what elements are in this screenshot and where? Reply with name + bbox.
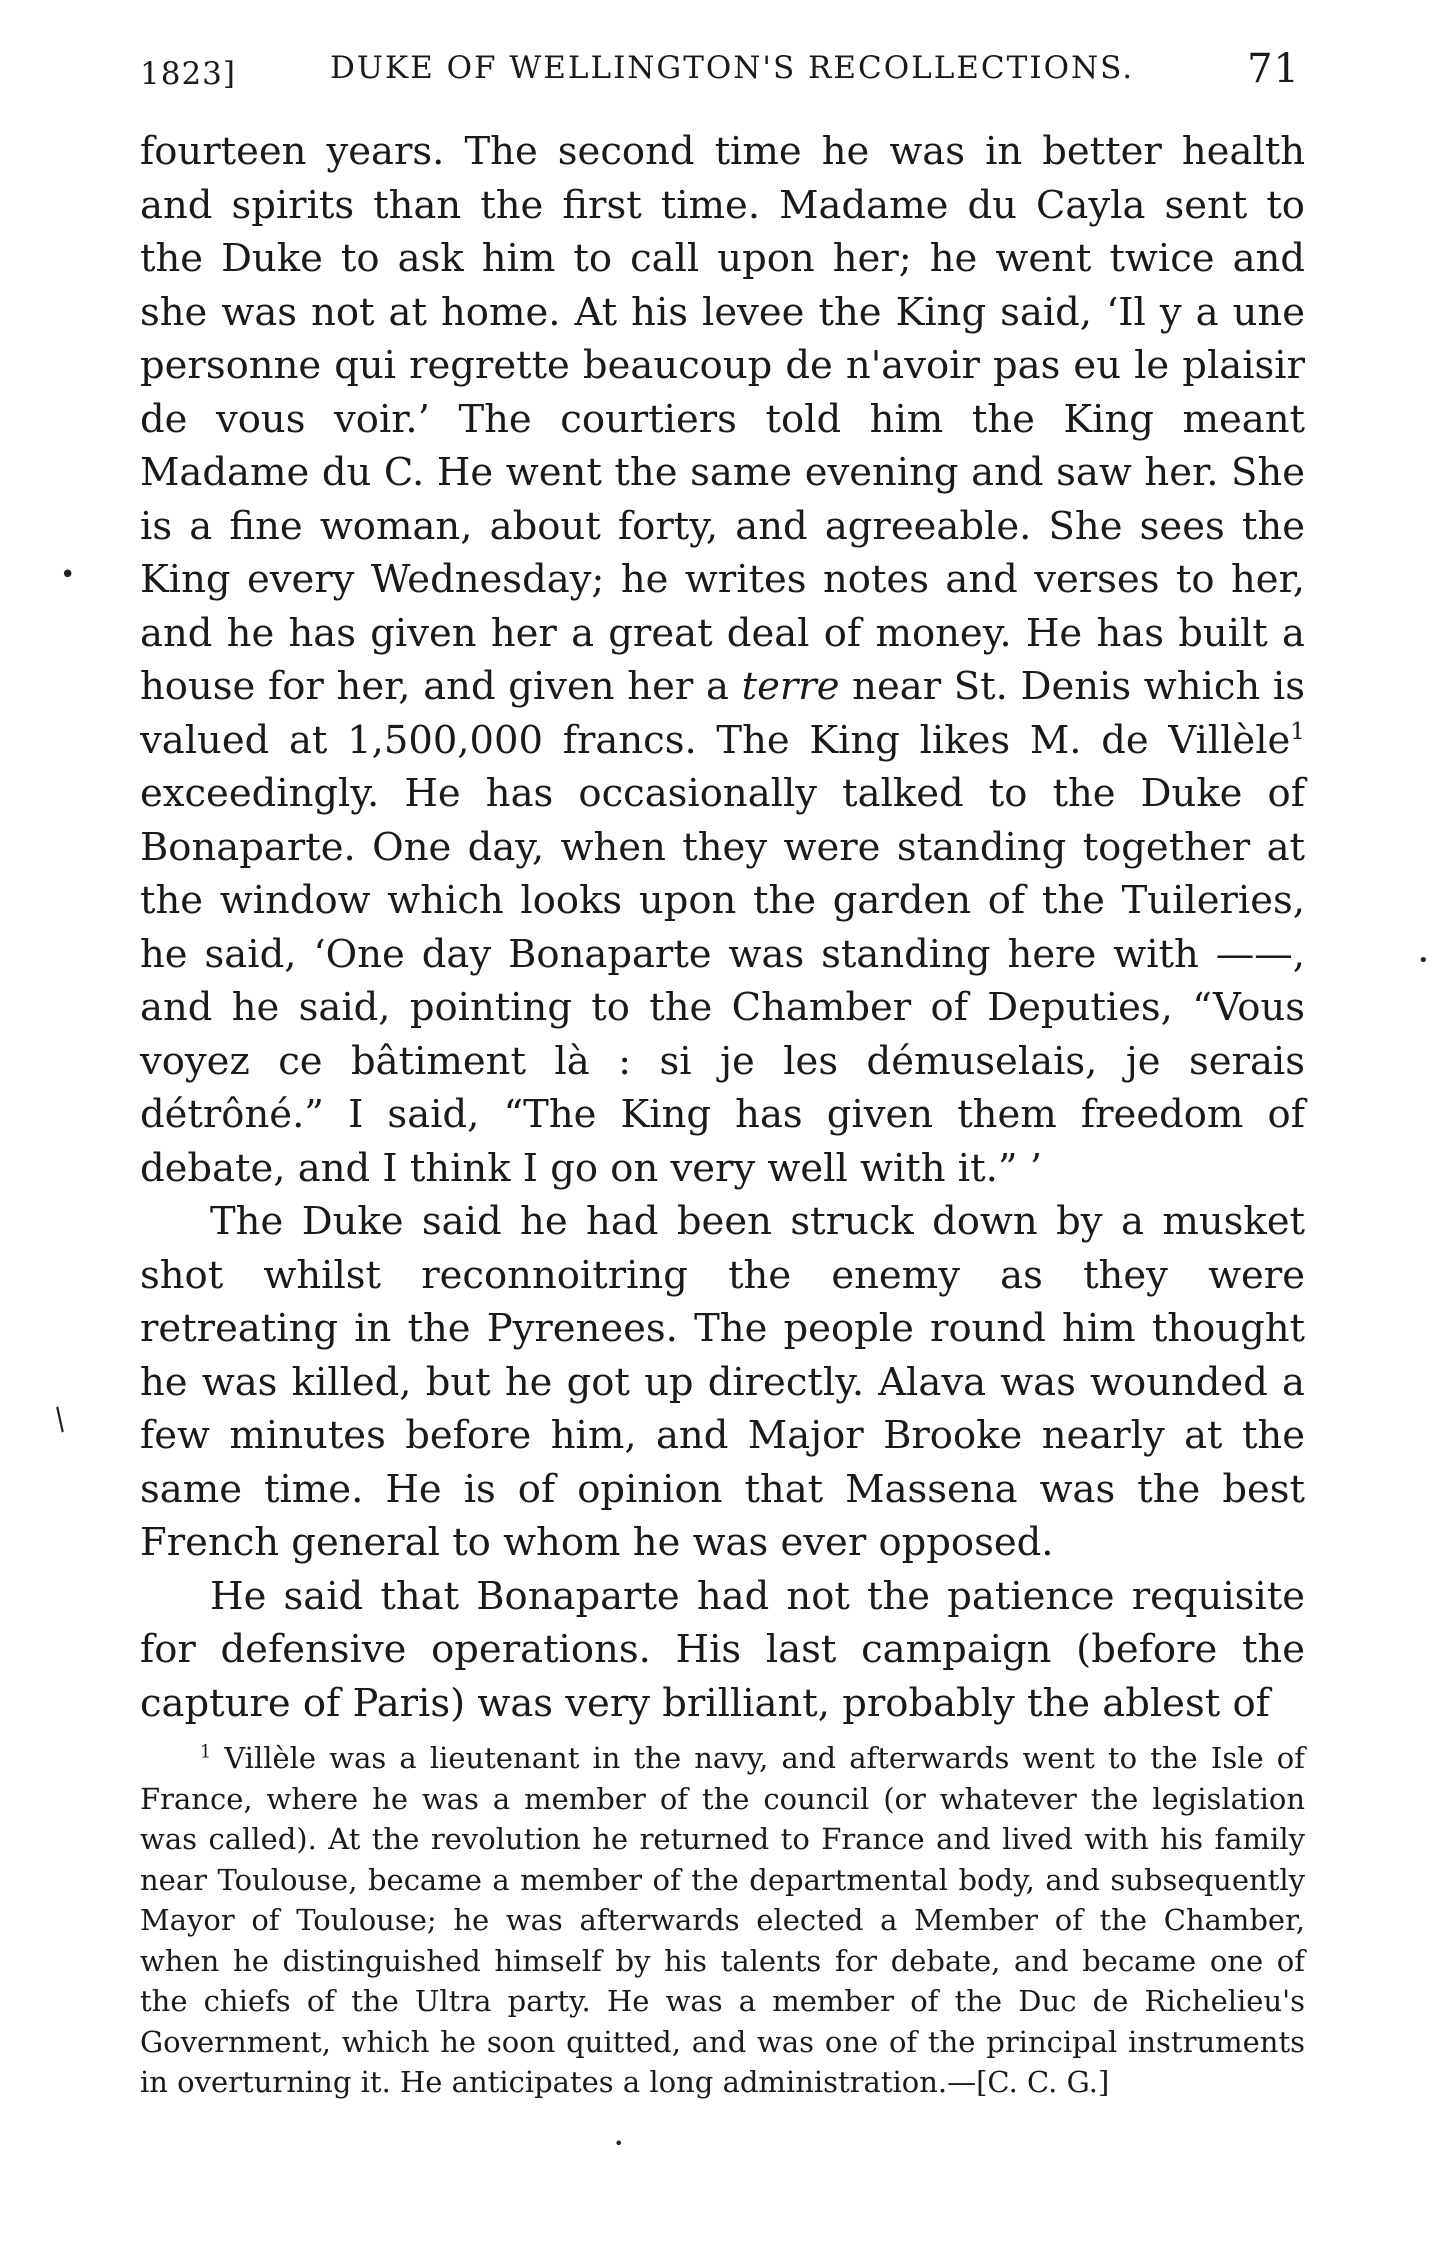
main-text <box>140 125 1305 1730</box>
page-speck: • <box>614 2134 624 2153</box>
margin-tick-mark: / <box>46 1401 74 1438</box>
margin-speck: • <box>60 560 76 590</box>
footnote-reference: 1 <box>1290 718 1305 745</box>
footnote-section <box>140 1738 1305 2103</box>
paragraph-1 <box>140 125 1305 1195</box>
paragraph-2: The Duke said he had been struck down by a musket shot whilst reconnoitring the enemy as they were retreating in the Pyrenees. The people round him thought he was killed, but he got up directly. Alava was wounded a few minutes before him, and Major Brooke nearly at the same time. He is of opinion that Massena was the best French general to whom he was ever opposed. <box>140 1199 1305 1565</box>
paragraph-3: He said that Bonaparte had not the patience requisite for defensive operations. His last campaign (before the capture of Paris) was very brilliant, probably the ablest of <box>140 1573 1305 1726</box>
footnote-text: Villèle was a lieutenant in the navy, and afterwards went to the Isle of France, where he was a member of the council (or whatever the legislation was called). At the revolution he returned to France and lived with his family near Toulouse, became a member of the departmental body, and subsequently Mayor of Toulouse; he was afterwards elected a Member of the Chamber, when he distinguished himself by his talents for debate, and became one of the chiefs of the Ultra party. He was a member of the Duc de Richelieu's Government, which he soon quitted, and was one of the principal instruments in overturning it. He anticipates a long administration.—[C. C. G.] <box>140 1741 1305 2099</box>
running-head-title: DUKE OF WELLINGTON'S RECOLLECTIONS. <box>330 50 1135 86</box>
page-number: 71 <box>1247 46 1300 92</box>
footnote-1 <box>140 1738 1305 2103</box>
margin-speck: • <box>1418 950 1429 971</box>
paragraph-1-part-a: fourteen years. The second time he was in better health and spirits than the first time. Madame du Cayla sent to the Duke to ask him to call upon her; he went twice and she was not at home. At his levee the King said, ‘Il y a une personne qui regrette beaucoup de n'avoir pas eu le plaisir de vous voir.’ The courtiers told him the King meant Madame du C. He went the same evening and saw her. She is a fine woman, about forty, and agreeable. She sees the King every Wednesday; he writes notes and verses to her, and he has given her a great deal of money. He has built a house for her, and given her a <box>140 129 1305 709</box>
italic-terre: terre <box>741 664 840 709</box>
paragraph-1-part-c: exceedingly. He has occasionally talked to the Duke of Bonaparte. One day, when they were standing together at the window which looks upon the garden of the Tuileries, he said, ‘One day Bonaparte was standing here with ——, and he said, pointing to the Chamber of Deputies, “Vous voyez ce bâtiment là : si je les démuselais, je serais détrôné.” I said, “The King has given them freedom of debate, and I think I go on very well with it.” ’ <box>140 771 1305 1191</box>
running-head-year: 1823] <box>140 56 236 92</box>
footnote-marker: 1 <box>200 1742 212 1763</box>
running-head <box>140 46 1300 106</box>
paragraph-1-part-b: near St. Denis which is valued at 1,500,000 francs. The King likes M. de Villèle <box>140 664 1305 763</box>
